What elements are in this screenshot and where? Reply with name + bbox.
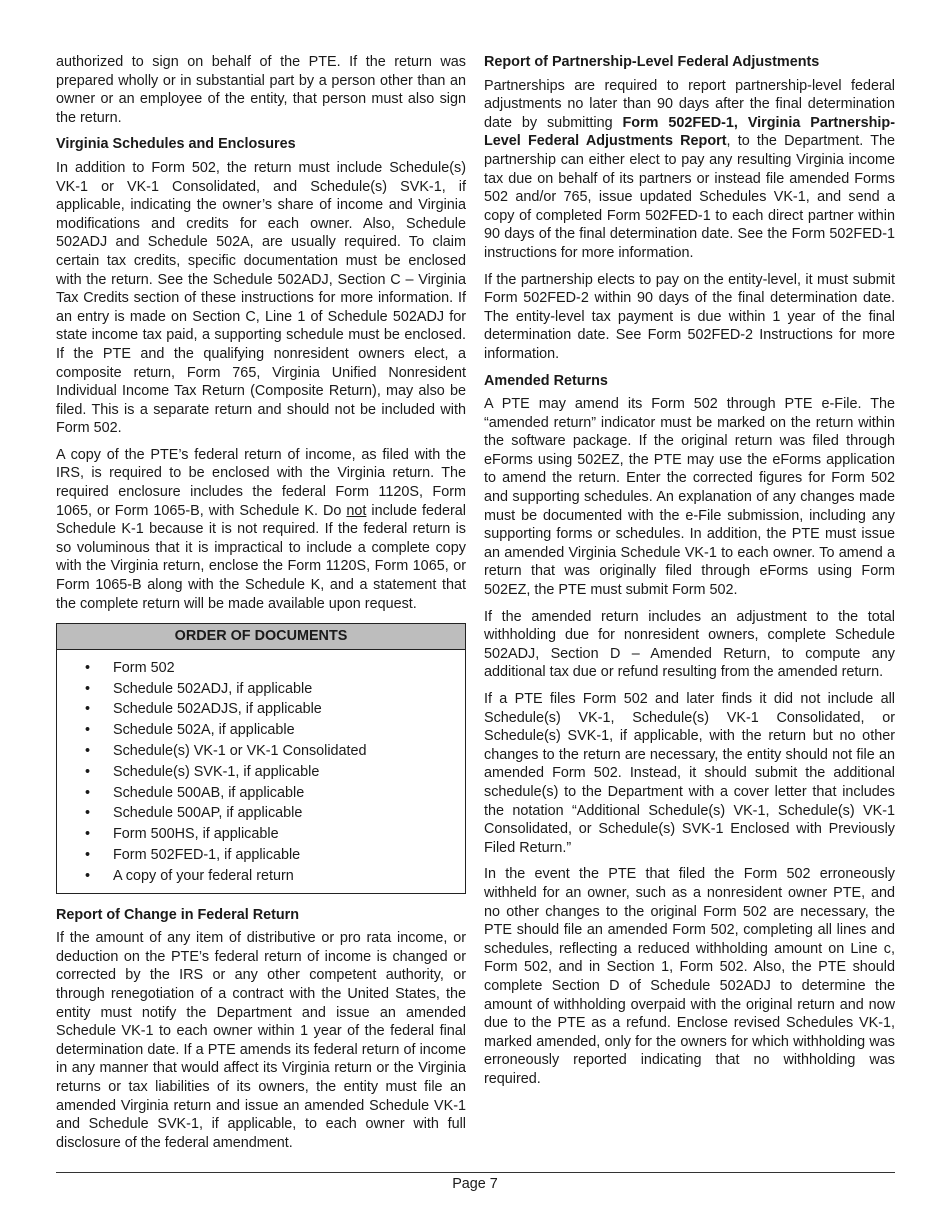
order-of-documents-list bbox=[57, 658, 465, 887]
list-item: • Schedule 500AB, if applicable bbox=[57, 783, 465, 804]
list-item: • Schedule 500AP, if applicable bbox=[57, 803, 465, 824]
federal-copy-not: not bbox=[346, 502, 367, 519]
partnership-heading: Report of Partnership-Level Federal Adjustments bbox=[484, 54, 820, 70]
page-number: Page 7 bbox=[452, 1176, 498, 1192]
left-column bbox=[56, 53, 466, 1160]
schedules-heading: Virginia Schedules and Enclosures bbox=[56, 136, 296, 153]
federal-copy-text-2: include federal Schedule K-1 because it is not required. If the federal return is so voluminous that it is impractical to include a complete copy with the Virginia return, enclose the Form 1120S, Form 1065, or Form 1065-B along with the Schedule K, and a statement that the complete return will be made available upon request. bbox=[56, 502, 466, 612]
list-item: • A copy of your federal return bbox=[57, 866, 465, 887]
federal-copy-paragraph bbox=[56, 446, 466, 613]
list-item: • Schedule 502ADJ, if applicable bbox=[57, 679, 465, 700]
list-item: • Schedule 502ADJS, if applicable bbox=[57, 699, 465, 720]
list-item: • Schedule(s) SVK-1, if applicable bbox=[57, 762, 465, 783]
amended-paragraph-3: If a PTE files Form 502 and later finds it did not include all Schedule(s) VK-1, Schedule(s) VK-1 Consolidated, or Schedule(s) SVK-1, if applicable, with the return but no other changes to the return are necessary, the entity should not file an amended Form 502. Instead, it should submit the additional schedule(s) to the Department with a cover letter that includes the notation “Additional Schedule(s) VK-1, Schedule(s) VK-1 Consolidated, or Schedule(s) SVK-1 Enclosed with Previously Filed Return.” bbox=[484, 691, 895, 856]
list-item: • Form 502FED-1, if applicable bbox=[57, 845, 465, 866]
list-item: • Schedule(s) VK-1 or VK-1 Consolidated bbox=[57, 741, 465, 762]
partnership-text-2: , to the Department. The partnership can either elect to pay any resulting Virginia income tax due on behalf of its partners or instead file amended Forms 502 and/or 765, issue updated Schedules VK-1, and send a copy of completed Form 502FED-1 to each direct partner within 90 days of the final determination date. See the Form 502FED-1 instructions for more information. bbox=[484, 133, 895, 261]
federal-copy-text-1: A copy of the PTE’s federal return of income, as filed with the IRS, is required to be enclosed with the Virginia return. The required enclosure includes the federal Form 1120S, Form 1065, or Form 1065-B, with Schedule K. Do bbox=[56, 446, 466, 519]
partnership-paragraph-1 bbox=[484, 77, 895, 263]
partnership-text-1: Partnerships are required to report partnership-level federal adjustments no later than 90 days after the final determination date by submitting bbox=[484, 77, 895, 131]
change-paragraph: If the amount of any item of distributive or pro rata income, or deduction on the PTE’s federal return of income is changed or corrected by the IRS or any other competent authority, or through renegotiation of a contract with the United States, the entity must notify the Department and issue an amended Schedule VK-1 to each owner within 1 year of the federal final determination date. If a PTE amends its federal return of income in any manner that would affect its Virginia return or the Virginia returns or tax liabilities of its owners, the entity must file an amended Virginia return and issue an amended Schedule VK-1 and Schedule SVK-1, if applicable, to each owner with full disclosure of the federal amendment. bbox=[56, 930, 466, 1151]
right-column bbox=[484, 53, 895, 1096]
list-item: • Schedule 502A, if applicable bbox=[57, 720, 465, 741]
list-item: • Form 500HS, if applicable bbox=[57, 824, 465, 845]
partnership-paragraph-2: If the partnership elects to pay on the entity-level, it must submit Form 502FED-2 within 90 days of the final determination date. The entity-level tax payment is due within 1 year of the final determination date. See Form 502FED-2 Instructions for more information. bbox=[484, 271, 895, 362]
list-item: • Form 502 bbox=[57, 658, 465, 679]
partnership-form-name: Form 502FED-1, Virginia Partnership-Level Federal Adjustments Report bbox=[484, 114, 895, 150]
amended-paragraph-1: A PTE may amend its Form 502 through PTE e-File. The “amended return” indicator must be marked on the return within the software package. If the original return was filed through eForms using 502EZ, the PTE may use the eForms application to amend the return. Enter the corrected figures for Form 502 and supporting schedules. An explanation of any changes made must be documented with the e-File submission, including any supporting forms or schedules. In addition, the PTE must issue an amended Virginia Schedule VK-1 to each owner. To amend a return that was originally filed through eForms using Form 502EZ, the PTE must submit Form 502. bbox=[484, 396, 895, 599]
footer-divider bbox=[56, 1172, 895, 1173]
order-of-documents-box bbox=[56, 623, 466, 893]
order-of-documents-title: ORDER OF DOCUMENTS bbox=[57, 624, 465, 650]
schedules-paragraph: In addition to Form 502, the return must include Schedule(s) VK-1 or VK-1 Consolidated, and Schedule(s) SVK-1, if applicable, indicating the owner’s share of income and Virginia modifications and credits for each owner. Also, Schedule 502ADJ and Schedule 502A, are usually required. To claim certain tax credits, specific documentation must be enclosed with the return. See the Schedule 502ADJ, Section C – Virginia Tax Credits section of these instructions for more information. If an entry is made on Section C, Line 1 of Schedule 502ADJ for state income tax paid, a supporting schedule must be enclosed. If the PTE and the qualifying nonresident owners elect, a composite return, Form 765, Virginia Unified Nonresident Individual Income Tax Return (Composite Return), may also be filed. This is a separate return and should not be included with Form 502. bbox=[56, 159, 466, 437]
intro-paragraph: authorized to sign on behalf of the PTE. If the return was prepared wholly or in substantial part by a person other than an owner or an employee of the entity, that person must also sign the return. bbox=[56, 54, 466, 126]
change-heading: Report of Change in Federal Return bbox=[56, 906, 300, 923]
amended-paragraph-4: In the event the PTE that filed the Form 502 erroneously withheld for an owner, such as a nonresident owner PTE, and no other changes to the original Form 502 are necessary, the PTE should file an amended Form 502, completing all lines and schedules, reflecting a reduced withholding amount on Line c, Form 502, and in Section 1, Form 502. Also, the PTE should complete Section D of Schedule 502ADJ to determine the amount of withholding overpaid with the original return and now due to the PTE as a refund. Enclose revised Schedules VK-1, marked amended, only for the owners for which withholding was erroneously reported indicating that no withholding was required. bbox=[484, 866, 895, 1087]
amended-heading: Amended Returns bbox=[484, 372, 608, 389]
amended-paragraph-2: If the amended return includes an adjustment to the total withholding due for nonresident owners, complete Schedule 502ADJ, Section D – Amended Return, to compute any additional tax due or refund resulting from the amended return. bbox=[484, 608, 895, 681]
